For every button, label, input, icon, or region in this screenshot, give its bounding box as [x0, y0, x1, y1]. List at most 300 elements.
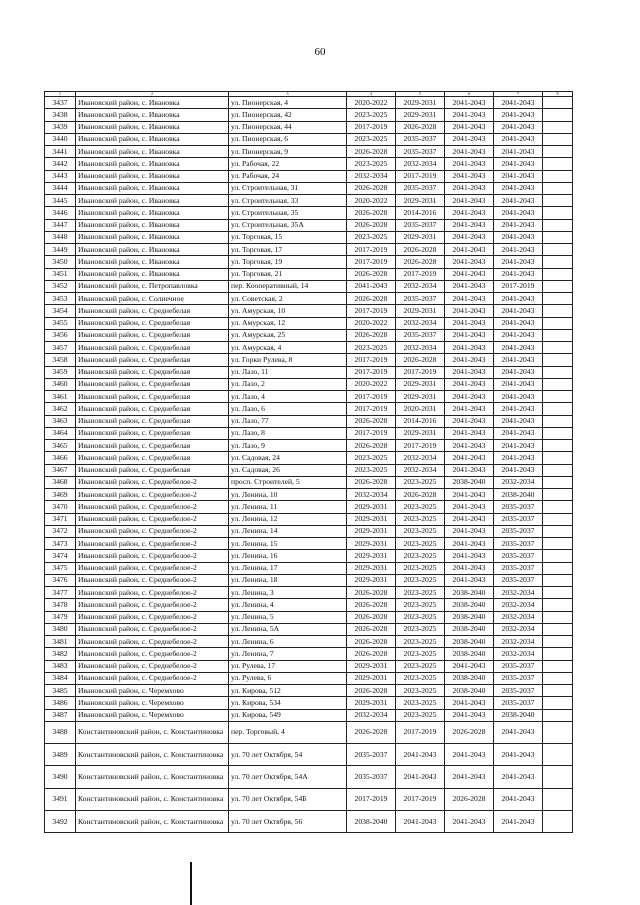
period-cell: 2041-2043	[445, 391, 494, 403]
period-cell: 2035-2037	[494, 562, 543, 574]
period-cell: 2041-2043	[445, 195, 494, 207]
row-number: 3489	[45, 744, 76, 766]
row-number: 3485	[45, 685, 76, 697]
table-row	[45, 256, 573, 268]
district-cell: Ивановский район, с. Среднебелое-2	[76, 476, 229, 488]
column-number: 5	[396, 92, 445, 97]
period-cell: 2041-2043	[445, 121, 494, 133]
period-cell: 2023-2025	[396, 636, 445, 648]
address-cell: ул. Торговая, 19	[229, 256, 347, 268]
district-cell: Ивановский район, с. Среднебелое-2	[76, 501, 229, 513]
period-cell: 2020-2022	[347, 317, 396, 329]
period-cell: 2023-2025	[396, 525, 445, 537]
period-cell: 2029-2031	[347, 562, 396, 574]
period-cell: 2041-2043	[445, 697, 494, 709]
row-number: 3491	[45, 788, 76, 810]
row-number: 3483	[45, 660, 76, 672]
period-cell: 2041-2043	[445, 182, 494, 194]
period-cell: 2023-2025	[396, 599, 445, 611]
district-cell: Ивановский район, с. Среднебелое-2	[76, 562, 229, 574]
note-cell	[543, 427, 573, 439]
period-cell: 2023-2025	[396, 574, 445, 586]
row-number: 3445	[45, 195, 76, 207]
period-cell: 2017-2019	[396, 440, 445, 452]
district-cell: Ивановский район, с. Среднебелое-2	[76, 623, 229, 635]
address-cell: ул. Торговая, 21	[229, 268, 347, 280]
period-cell: 2029-2031	[396, 378, 445, 390]
table-row	[45, 452, 573, 464]
period-cell: 2029-2031	[347, 672, 396, 684]
note-cell	[543, 121, 573, 133]
district-cell: Ивановский район, с. Ивановка	[76, 109, 229, 121]
address-cell: ул. Ленина, 10	[229, 489, 347, 501]
column-number: 4	[347, 92, 396, 97]
row-number: 3488	[45, 721, 76, 743]
period-cell: 2023-2025	[347, 133, 396, 145]
period-cell: 2017-2019	[347, 121, 396, 133]
table-row	[45, 170, 573, 182]
address-cell: ул. Ленина, 3	[229, 587, 347, 599]
row-number: 3459	[45, 366, 76, 378]
note-cell	[543, 342, 573, 354]
period-cell: 2041-2043	[445, 280, 494, 292]
district-cell: Ивановский район, с. Черемхово	[76, 697, 229, 709]
period-cell: 2035-2037	[396, 133, 445, 145]
column-number: 2	[76, 92, 229, 97]
period-cell: 2035-2037	[494, 501, 543, 513]
address-cell: ул. Кирова, 534	[229, 697, 347, 709]
period-cell: 2038-2040	[445, 623, 494, 635]
period-cell: 2017-2019	[347, 427, 396, 439]
table-row	[45, 366, 573, 378]
address-cell: ул. Строительная, 35А	[229, 219, 347, 231]
period-cell: 2035-2037	[494, 660, 543, 672]
table-row	[45, 305, 573, 317]
row-number: 3447	[45, 219, 76, 231]
address-cell: ул. Ленина, 5	[229, 611, 347, 623]
table-row	[45, 391, 573, 403]
table-row	[45, 697, 573, 709]
note-cell	[543, 403, 573, 415]
period-cell: 2041-2043	[494, 182, 543, 194]
table-row	[45, 329, 573, 341]
period-cell: 2041-2043	[445, 501, 494, 513]
table-row	[45, 427, 573, 439]
row-number: 3476	[45, 574, 76, 586]
period-cell: 2035-2037	[396, 182, 445, 194]
table-row	[45, 121, 573, 133]
note-cell	[543, 366, 573, 378]
period-cell: 2023-2025	[396, 587, 445, 599]
period-cell: 2035-2037	[494, 574, 543, 586]
address-cell: ул. 70 лет Октября, 54Б	[229, 788, 347, 810]
row-number: 3487	[45, 709, 76, 721]
district-cell: Ивановский район, с. Среднебелая	[76, 366, 229, 378]
period-cell: 2017-2019	[347, 256, 396, 268]
district-cell: Константиновский район, с. Константиновка	[76, 810, 229, 832]
district-cell: Ивановский район, с. Ивановка	[76, 133, 229, 145]
period-cell: 2041-2043	[445, 133, 494, 145]
district-cell: Ивановский район, с. Среднебелая	[76, 391, 229, 403]
period-cell: 2032-2034	[494, 623, 543, 635]
period-cell: 2026-2028	[347, 648, 396, 660]
period-cell: 2026-2028	[347, 268, 396, 280]
column-number: 7	[494, 92, 543, 97]
period-cell: 2041-2043	[494, 354, 543, 366]
row-number: 3457	[45, 342, 76, 354]
period-cell: 2029-2031	[396, 97, 445, 109]
note-cell	[543, 721, 573, 743]
district-cell: Ивановский район, с. Среднебелая	[76, 317, 229, 329]
period-cell: 2041-2043	[347, 280, 396, 292]
period-cell: 2017-2019	[396, 721, 445, 743]
note-cell	[543, 501, 573, 513]
period-cell: 2041-2043	[445, 427, 494, 439]
district-cell: Ивановский район, с. Среднебелое-2	[76, 538, 229, 550]
period-cell: 2038-2040	[494, 709, 543, 721]
period-cell: 2023-2025	[396, 476, 445, 488]
period-cell: 2032-2034	[347, 709, 396, 721]
address-cell: ул. Ленина, 12	[229, 513, 347, 525]
row-number: 3444	[45, 182, 76, 194]
row-number: 3481	[45, 636, 76, 648]
table-row	[45, 146, 573, 158]
table-row	[45, 280, 573, 292]
period-cell: 2041-2043	[494, 329, 543, 341]
period-cell: 2035-2037	[396, 293, 445, 305]
address-cell: ул. Пионерская, 42	[229, 109, 347, 121]
period-cell: 2032-2034	[396, 452, 445, 464]
address-cell: ул. Ленина, 5А	[229, 623, 347, 635]
period-cell: 2023-2025	[347, 231, 396, 243]
period-cell: 2017-2019	[494, 280, 543, 292]
note-cell	[543, 256, 573, 268]
period-cell: 2041-2043	[445, 256, 494, 268]
table-row	[45, 342, 573, 354]
period-cell: 2035-2037	[347, 744, 396, 766]
address-cell: просп. Строителей, 5	[229, 476, 347, 488]
column-number: 6	[445, 92, 494, 97]
address-cell: ул. Лазо, 77	[229, 415, 347, 427]
note-cell	[543, 562, 573, 574]
period-cell: 2029-2031	[396, 427, 445, 439]
row-number: 3454	[45, 305, 76, 317]
period-cell: 2020-2022	[347, 97, 396, 109]
district-cell: Ивановский район, с. Среднебелое-2	[76, 525, 229, 537]
period-cell: 2041-2043	[494, 219, 543, 231]
note-cell	[543, 354, 573, 366]
district-cell: Ивановский район, с. Ивановка	[76, 146, 229, 158]
note-cell	[543, 574, 573, 586]
period-cell: 2041-2043	[494, 744, 543, 766]
period-cell: 2041-2043	[445, 766, 494, 788]
period-cell: 2017-2019	[396, 366, 445, 378]
address-cell: ул. 70 лет Октября, 56	[229, 810, 347, 832]
note-cell	[543, 744, 573, 766]
row-number: 3472	[45, 525, 76, 537]
period-cell: 2023-2025	[347, 109, 396, 121]
row-number: 3443	[45, 170, 76, 182]
address-cell: ул. Лазо, 4	[229, 391, 347, 403]
period-cell: 2041-2043	[445, 489, 494, 501]
period-cell: 2023-2025	[396, 648, 445, 660]
table-row	[45, 97, 573, 109]
period-cell: 2041-2043	[494, 342, 543, 354]
period-cell: 2023-2025	[396, 697, 445, 709]
period-cell: 2041-2043	[494, 231, 543, 243]
period-cell: 2026-2028	[347, 623, 396, 635]
period-cell: 2041-2043	[445, 440, 494, 452]
row-number: 3446	[45, 207, 76, 219]
district-cell: Ивановский район, с. Среднебелая	[76, 378, 229, 390]
period-cell: 2041-2043	[445, 109, 494, 121]
address-cell: ул. Пионерская, 4	[229, 97, 347, 109]
address-cell: ул. Ленина, 14	[229, 525, 347, 537]
period-cell: 2041-2043	[445, 329, 494, 341]
period-cell: 2041-2043	[494, 268, 543, 280]
row-number: 3462	[45, 403, 76, 415]
table-row	[45, 354, 573, 366]
row-number: 3479	[45, 611, 76, 623]
period-cell: 2041-2043	[445, 305, 494, 317]
period-cell: 2032-2034	[494, 599, 543, 611]
note-cell	[543, 133, 573, 145]
period-cell: 2029-2031	[347, 501, 396, 513]
period-cell: 2026-2028	[347, 476, 396, 488]
table-row	[45, 244, 573, 256]
row-number: 3473	[45, 538, 76, 550]
address-cell: ул. Ленина, 4	[229, 599, 347, 611]
table-row	[45, 538, 573, 550]
period-cell: 2038-2040	[445, 587, 494, 599]
period-cell: 2041-2043	[494, 146, 543, 158]
table-row	[45, 574, 573, 586]
address-cell: ул. Лазо, 8	[229, 427, 347, 439]
period-cell: 2026-2028	[347, 329, 396, 341]
period-cell: 2041-2043	[494, 788, 543, 810]
period-cell: 2029-2031	[396, 305, 445, 317]
period-cell: 2023-2025	[396, 562, 445, 574]
district-cell: Ивановский район, с. Среднебелая	[76, 329, 229, 341]
period-cell: 2029-2031	[347, 525, 396, 537]
period-cell: 2029-2031	[347, 538, 396, 550]
address-cell: ул. Ленина, 16	[229, 550, 347, 562]
note-cell	[543, 525, 573, 537]
period-cell: 2041-2043	[494, 415, 543, 427]
district-cell: Ивановский район, с. Среднебелая	[76, 305, 229, 317]
address-cell: ул. Ленина, 17	[229, 562, 347, 574]
period-cell: 2026-2028	[347, 599, 396, 611]
period-cell: 2035-2037	[396, 329, 445, 341]
district-cell: Ивановский район, с. Среднебелая	[76, 464, 229, 476]
period-cell: 2041-2043	[445, 158, 494, 170]
period-cell: 2017-2019	[396, 170, 445, 182]
address-cell: ул. Пионерская, 9	[229, 146, 347, 158]
row-number: 3474	[45, 550, 76, 562]
table-row	[45, 268, 573, 280]
period-cell: 2029-2031	[347, 550, 396, 562]
row-number: 3437	[45, 97, 76, 109]
table-row	[45, 611, 573, 623]
period-cell: 2041-2043	[494, 366, 543, 378]
table-row	[45, 182, 573, 194]
row-number: 3442	[45, 158, 76, 170]
period-cell: 2041-2043	[494, 158, 543, 170]
note-cell	[543, 231, 573, 243]
period-cell: 2023-2025	[396, 709, 445, 721]
table-row	[45, 766, 573, 788]
period-cell: 2041-2043	[494, 378, 543, 390]
note-cell	[543, 109, 573, 121]
table-row	[45, 476, 573, 488]
period-cell: 2032-2034	[494, 476, 543, 488]
period-cell: 2029-2031	[396, 195, 445, 207]
period-cell: 2035-2037	[347, 766, 396, 788]
address-cell: пер. Торговый, 4	[229, 721, 347, 743]
table-row	[45, 709, 573, 721]
period-cell: 2032-2034	[396, 280, 445, 292]
period-cell: 2041-2043	[494, 766, 543, 788]
period-cell: 2041-2043	[396, 810, 445, 832]
period-cell: 2041-2043	[445, 342, 494, 354]
row-number: 3448	[45, 231, 76, 243]
note-cell	[543, 709, 573, 721]
period-cell: 2041-2043	[445, 97, 494, 109]
district-cell: Ивановский район, с. Среднебелая	[76, 415, 229, 427]
period-cell: 2020-2031	[396, 403, 445, 415]
note-cell	[543, 146, 573, 158]
row-number: 3468	[45, 476, 76, 488]
period-cell: 2026-2028	[396, 489, 445, 501]
row-number: 3486	[45, 697, 76, 709]
table-row	[45, 721, 573, 743]
period-cell: 2029-2031	[347, 513, 396, 525]
period-cell: 2026-2028	[347, 636, 396, 648]
district-cell: Ивановский район, с. Среднебелая	[76, 452, 229, 464]
period-cell: 2035-2037	[494, 513, 543, 525]
district-cell: Ивановский район, с. Среднебелое-2	[76, 574, 229, 586]
period-cell: 2041-2043	[445, 366, 494, 378]
address-cell: ул. Амурская, 4	[229, 342, 347, 354]
period-cell: 2041-2043	[445, 354, 494, 366]
row-number: 3465	[45, 440, 76, 452]
period-cell: 2026-2028	[347, 207, 396, 219]
address-cell: ул. Ленина, 6	[229, 636, 347, 648]
period-cell: 2032-2034	[494, 636, 543, 648]
row-number: 3440	[45, 133, 76, 145]
period-cell: 2035-2037	[494, 550, 543, 562]
period-cell: 2038-2040	[445, 476, 494, 488]
note-cell	[543, 464, 573, 476]
period-cell: 2041-2043	[494, 810, 543, 832]
note-cell	[543, 170, 573, 182]
period-cell: 2035-2037	[494, 697, 543, 709]
period-cell: 2041-2043	[445, 293, 494, 305]
period-cell: 2023-2025	[396, 513, 445, 525]
period-cell: 2017-2019	[347, 244, 396, 256]
period-cell: 2041-2043	[494, 403, 543, 415]
table-row	[45, 525, 573, 537]
table-row	[45, 464, 573, 476]
period-cell: 2038-2040	[445, 685, 494, 697]
table-row	[45, 636, 573, 648]
period-cell: 2041-2043	[445, 415, 494, 427]
period-cell: 2035-2037	[494, 525, 543, 537]
scan-mark	[190, 862, 192, 905]
note-cell	[543, 182, 573, 194]
period-cell: 2029-2031	[396, 231, 445, 243]
table-row	[45, 744, 573, 766]
period-cell: 2041-2043	[396, 744, 445, 766]
register-table	[44, 91, 573, 833]
table-row	[45, 623, 573, 635]
note-cell	[543, 244, 573, 256]
table-body	[45, 92, 573, 833]
note-cell	[543, 788, 573, 810]
table-row	[45, 403, 573, 415]
table-row	[45, 501, 573, 513]
district-cell: Ивановский район, с. Среднебелое-2	[76, 648, 229, 660]
address-cell: ул. Амурская, 25	[229, 329, 347, 341]
period-cell: 2041-2043	[445, 513, 494, 525]
period-cell: 2041-2043	[445, 170, 494, 182]
column-number: 1	[45, 92, 76, 97]
address-cell: ул. Советская, 2	[229, 293, 347, 305]
district-cell: Ивановский район, с. Среднебелое-2	[76, 587, 229, 599]
row-number: 3463	[45, 415, 76, 427]
address-cell: ул. Лазо, 11	[229, 366, 347, 378]
note-cell	[543, 280, 573, 292]
district-cell: Ивановский район, с. Солнечное	[76, 293, 229, 305]
period-cell: 2023-2025	[396, 550, 445, 562]
table-row	[45, 810, 573, 832]
period-cell: 2038-2040	[445, 648, 494, 660]
period-cell: 2035-2037	[494, 538, 543, 550]
period-cell: 2041-2043	[445, 378, 494, 390]
row-number: 3456	[45, 329, 76, 341]
note-cell	[543, 810, 573, 832]
district-cell: Ивановский район, с. Среднебелое-2	[76, 672, 229, 684]
row-number: 3475	[45, 562, 76, 574]
row-number: 3478	[45, 599, 76, 611]
period-cell: 2041-2043	[445, 452, 494, 464]
period-cell: 2041-2043	[445, 538, 494, 550]
district-cell: Ивановский район, с. Среднебелое-2	[76, 660, 229, 672]
district-cell: Ивановский район, с. Петропавловка	[76, 280, 229, 292]
period-cell: 2032-2034	[494, 611, 543, 623]
row-number: 3482	[45, 648, 76, 660]
table-row	[45, 489, 573, 501]
period-cell: 2017-2019	[347, 788, 396, 810]
row-number: 3471	[45, 513, 76, 525]
period-cell: 2041-2043	[445, 660, 494, 672]
period-cell: 2038-2040	[445, 636, 494, 648]
period-cell: 2023-2025	[396, 611, 445, 623]
period-cell: 2023-2025	[396, 672, 445, 684]
table-row	[45, 415, 573, 427]
district-cell: Ивановский район, с. Среднебелое-2	[76, 513, 229, 525]
address-cell: ул. Кирова, 512	[229, 685, 347, 697]
period-cell: 2026-2028	[396, 121, 445, 133]
district-cell: Константиновский район, с. Константиновка	[76, 766, 229, 788]
period-cell: 2032-2034	[347, 489, 396, 501]
address-cell: ул. Амурская, 12	[229, 317, 347, 329]
district-cell: Ивановский район, с. Ивановка	[76, 97, 229, 109]
period-cell: 2041-2043	[494, 721, 543, 743]
period-cell: 2038-2040	[347, 810, 396, 832]
period-cell: 2041-2043	[494, 121, 543, 133]
period-cell: 2023-2025	[396, 501, 445, 513]
